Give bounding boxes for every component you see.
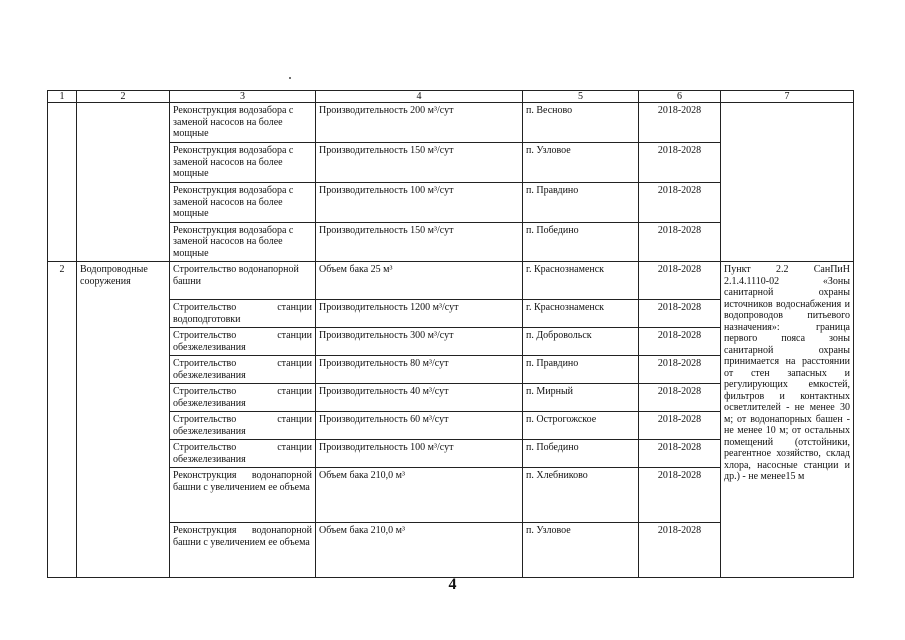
header-cell: 4 [316,91,523,103]
place-cell: п. Правдино [523,356,639,384]
work-cell: Реконструкция водозабора с заменой насосов на более мощные [170,183,316,223]
header-cell: 7 [721,91,854,103]
years-cell: 2018-2028 [639,328,721,356]
work-cell: Реконструкция водонапорной башни с увеличением ее объема [170,523,316,578]
header-cell: 5 [523,91,639,103]
param-cell: Производительность 150 м³/сут [316,143,523,183]
years-cell: 2018-2028 [639,183,721,223]
years-cell: 2018-2028 [639,440,721,468]
page-number: 4 [448,576,457,593]
years-cell: 2018-2028 [639,143,721,183]
param-cell: Объем бака 210,0 м³ [316,523,523,578]
place-cell: п. Узловое [523,143,639,183]
work-cell: Реконструкция водозабора с заменой насосов на более мощные [170,143,316,183]
norm-cell: Пункт 2.2 СанПиН 2.1.4.1110-02 «Зоны санитарной охраны источников водоснабжения и водопроводов питьевого назначения»: граница первого пояса зоны санитарной охраны принимается на расстоянии от стен запасных и регулирующих емкостей, фильтров и контактных осветлителей - не менее 30 м; от водонапорных башен - не менее 10 м; от остальных помещений (отстойники, реагентное хозяйство, склад хлора, насосные станции и др.) - не менее15 м [721,262,854,578]
work-cell: Строительство станции обезжелезивания [170,328,316,356]
work-cell: Реконструкция водозабора с заменой насосов на более мощные [170,103,316,143]
header-cell: 3 [170,91,316,103]
work-cell: Реконструкция водонапорной башни с увеличением ее объема [170,468,316,523]
num-cell: 2 [48,262,77,578]
work-cell: Строительство водонапорной башни [170,262,316,300]
years-cell: 2018-2028 [639,262,721,300]
param-cell: Объем бака 210,0 м³ [316,468,523,523]
header-cell: 2 [77,91,170,103]
place-cell: п. Мирный [523,384,639,412]
place-cell: п. Острогожское [523,412,639,440]
header-row [48,91,854,103]
place-cell: г. Краснознаменск [523,300,639,328]
work-cell: Строительство станции обезжелезивания [170,356,316,384]
num-cell [48,103,77,262]
place-cell: п. Победино [523,222,639,262]
work-cell: Строительство станции обезжелезивания [170,440,316,468]
param-cell: Производительность 40 м³/сут [316,384,523,412]
param-cell: Производительность 200 м³/сут [316,103,523,143]
years-cell: 2018-2028 [639,356,721,384]
place-cell: п. Хлебниково [523,468,639,523]
work-cell: Строительство станции обезжелезивания [170,412,316,440]
work-cell: Строительство станции водоподготовки [170,300,316,328]
param-cell: Производительность 80 м³/сут [316,356,523,384]
header-cell: 6 [639,91,721,103]
place-cell: г. Краснознаменск [523,262,639,300]
param-cell: Производительность 100 м³/сут [316,183,523,223]
work-cell: Реконструкция водозабора с заменой насосов на более мощные [170,222,316,262]
place-cell: п. Правдино [523,183,639,223]
works-table [47,90,854,578]
place-cell: п. Весново [523,103,639,143]
norm-cell [721,103,854,262]
years-cell: 2018-2028 [639,103,721,143]
table-row [48,103,854,143]
param-cell: Производительность 300 м³/сут [316,328,523,356]
param-cell: Объем бака 25 м³ [316,262,523,300]
work-cell: Строительство станции обезжелезивания [170,384,316,412]
years-cell: 2018-2028 [639,412,721,440]
years-cell: 2018-2028 [639,222,721,262]
place-cell: п. Узловое [523,523,639,578]
param-cell: Производительность 60 м³/сут [316,412,523,440]
object-cell [77,103,170,262]
header-cell: 1 [48,91,77,103]
years-cell: 2018-2028 [639,384,721,412]
param-cell: Производительность 1200 м³/сут [316,300,523,328]
table-row [48,262,854,300]
stray-dot [289,77,291,79]
place-cell: п. Победино [523,440,639,468]
place-cell: п. Добровольск [523,328,639,356]
param-cell: Производительность 150 м³/сут [316,222,523,262]
years-cell: 2018-2028 [639,468,721,523]
param-cell: Производительность 100 м³/сут [316,440,523,468]
years-cell: 2018-2028 [639,300,721,328]
years-cell: 2018-2028 [639,523,721,578]
object-cell: Водопроводные сооружения [77,262,170,578]
